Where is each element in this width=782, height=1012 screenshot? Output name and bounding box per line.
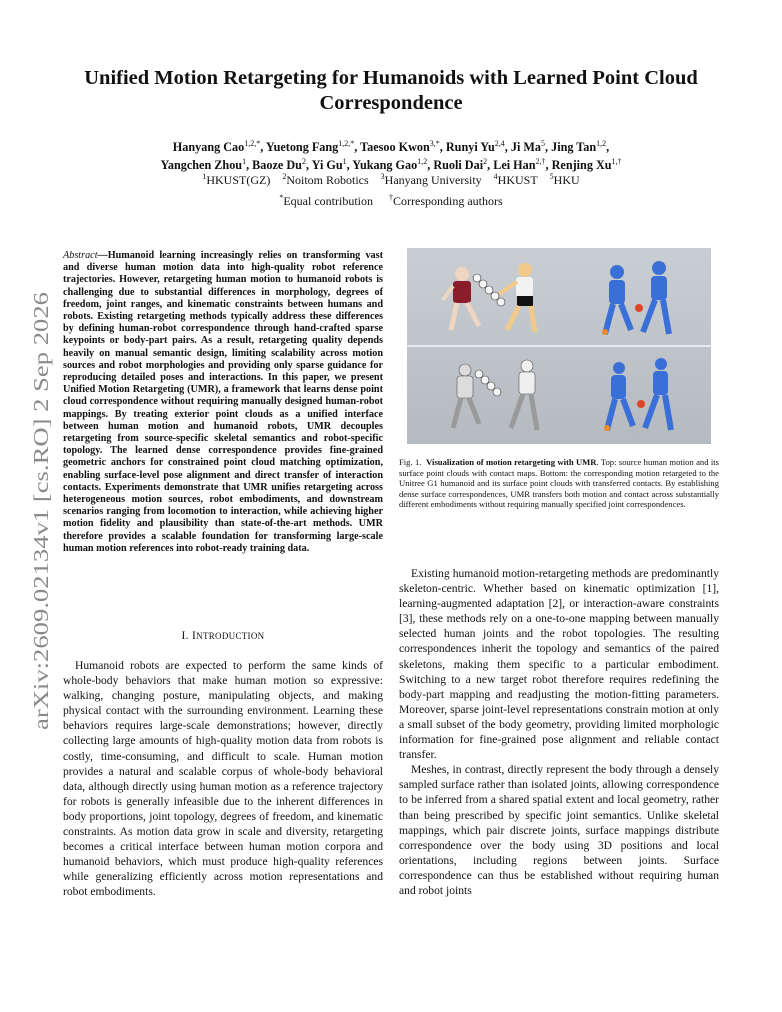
affiliation-name: Noitom Robotics [286, 173, 369, 187]
figure-1 [407, 248, 711, 444]
author-name: Ruoli Dai [433, 158, 484, 173]
contribution-note [279, 194, 373, 208]
contribution-marker: * [279, 193, 284, 202]
arxiv-stamp-text: arXiv:2609.02134v1 [cs.RO] 2 Sep 2026 [29, 384, 53, 730]
author-affiliation-marker: 1,2,* [244, 139, 261, 148]
section-heading-rest: NTRODUCTION [196, 631, 265, 641]
author-name: Yuetong Fang [265, 140, 339, 155]
author-affiliation-marker: 5 [541, 139, 545, 148]
affiliation-marker: 4 [493, 172, 498, 181]
author-affiliation-marker: 2,4 [494, 139, 505, 148]
affiliations [60, 172, 722, 188]
affiliation-marker: 3 [380, 172, 385, 181]
affiliation [381, 173, 482, 187]
author-affiliation-marker: 2 [483, 157, 488, 166]
affiliation [202, 173, 270, 187]
author-name: Lei Han [493, 158, 536, 173]
affiliation-name: HKUST [497, 173, 538, 187]
right-paragraph-1: Existing humanoid motion-retargeting methods are predominantly skeleton-centric. Whether based on kinematic optimization [1], learning-augmented adaptation [2], or interaction-aware constraints [3], these methods rely on a one-to-one mapping between manually selected human joints and the robot topologies. The resulting correspondences inherit the topology and semantics of the paired skeletons, making them specific to a particular embodiment. Switching to a new target robot therefore requires redefining the body-part mapping and readjusting the motion-fitting parameters. Moreover, sparse joint-level representations constrain motion at only a small subset of the body geometry, providing limited morphologic information for fine-grained pose alignment and reliable contact transfer. [399, 567, 719, 762]
section-heading-introduction [63, 630, 383, 642]
affiliation-marker: 1 [202, 172, 207, 181]
author-name: Taesoo Kwon [360, 140, 430, 155]
affiliation [282, 173, 368, 187]
right-paragraph-2: Meshes, in contrast, directly represent the body through a densely sampled surface rather than isolated joints, allowing correspondence to be inferred from a shared spatial extent and local geometry, rather than being prescribed by specific joint semantics. Unlike skeletal mappings, which pair discrete joints, surface mappings distribute correspondence over the body using 3D positions and local orientations, including regions between joints. Surface correspondence can thus be established without requiring human and robot joints [399, 763, 719, 897]
author-affiliation-marker: 2,† [535, 157, 546, 166]
arxiv-stamp [18, 290, 58, 730]
author-name: Yukang Gao [352, 158, 418, 173]
author-affiliation-marker: 1,† [611, 157, 622, 166]
intro-paragraph: Humanoid robots are expected to perform the same kinds of whole-body behaviors that make human motion so expressive: walking, changing posture, manipulating objects, and making physical contact with the surrounding environment. Learning these behaviors requires large-scale demonstrations; however, directly collecting large amounts of high-quality motion data from robots is costly, time-consuming, and difficult to scale. Human motion provides a natural and scalable corpus of whole-body behavioral data, although directly using human motion as a reference trajectory for robots is generally infeasible due to the inherent differences in body proportions, joint topology, degrees of freedom, and kinematic constraints. As motion data grow in scale and diversity, retargeting becomes a critical interface between human motion corpora and humanoid behaviors, which must produce high-quality references while generalizing efficiently across motion representations and robot embodiments. [63, 659, 383, 899]
section-heading-initial: I [192, 630, 197, 642]
contribution-text: Equal contribution [283, 194, 373, 208]
authors-line-2: Yangchen Zhou$^1$, Baoze Du$^2$, Yi Gu$^1$, Yukang Gao$^{1,2}$, Ruoli Dai$^2$, Lei Han$^{2,\dagger}$, Renjing $Xu^{1,\dagger}$ [160, 157, 622, 173]
author-affiliation-marker: 2 [301, 157, 306, 166]
author-affiliation-marker: 1,2,* [338, 139, 355, 148]
figure-1-image [407, 248, 711, 444]
author-name: Yangchen Zhou [160, 158, 243, 173]
author-affiliation-marker: 1 [342, 157, 347, 166]
section-numeral: I. [181, 630, 193, 642]
affiliation-name: HKU [553, 173, 580, 187]
abstract-label: Abstract [63, 250, 98, 261]
figure-caption-title: Visualization of motion retargeting with UMR [426, 457, 597, 467]
author-affiliation-marker: 1,2 [596, 139, 607, 148]
affiliation-marker: 5 [549, 172, 554, 181]
author-name: Ji Ma [510, 140, 541, 155]
affiliation-marker: 2 [282, 172, 287, 181]
authors-line-1: Hanyang Cao$^{1,2,*}$, Yuetong Fang$^{1,2,*}$, Taesoo Kwon$^{3,*}$, Runyi Yu$^{2,4}$, Ji Ma$^5$, Jing Tan$^{1,2}$, [172, 139, 610, 155]
abstract [63, 250, 383, 555]
figure-1-caption [399, 457, 719, 510]
affiliation [550, 173, 580, 187]
contribution-text: Corresponding authors [393, 194, 503, 208]
author-affiliation-marker: 1,2 [417, 157, 428, 166]
affiliation-name: Hanyang University [384, 173, 482, 187]
author-name: Jing Tan [551, 140, 597, 155]
paper-title: Unified Motion Retargeting for Humanoids with Learned Point Cloud Correspondence [84, 67, 698, 114]
contribution-marker: † [389, 193, 393, 202]
introduction-text [63, 658, 383, 900]
author-affiliation-marker: 1 [242, 157, 247, 166]
affiliation [494, 173, 538, 187]
author-affiliation-marker: 3,* [429, 139, 440, 148]
contribution-notes [60, 193, 722, 209]
right-column-text [399, 566, 719, 898]
author-name: Renjing Xu [551, 158, 612, 173]
author-name: Runyi Yu [445, 140, 495, 155]
author-name: Yi Gu [311, 158, 343, 173]
author-name: Hanyang Cao [172, 140, 245, 155]
contribution-note [389, 194, 503, 208]
affiliation-name: HKUST(GZ) [206, 173, 271, 187]
figure-caption-label: Fig. 1. [399, 457, 422, 467]
abstract-text: —Humanoid learning increasingly relies on transforming vast and diverse human motion data into high-quality robot reference trajectories. However, retargeting human motion to humanoid robots is challenging due to substantial differences in morphology, degrees of freedom, joint ranges, and kinematic constraints between humans and robots. Existing retargeting methods typically address these differences by defining human-robot correspondence through hand-crafted sparse keypoints or body-part pairs. As a result, retargeting quality depends heavily on manual semantic design, limiting scalability across motion sources and robot morphologies and providing only sparse guidance for reproducing detailed poses and interactions. In this paper, we present Unified Motion Retargeting (UMR), a framework that learns dense point cloud correspondence without requiring manually designed human-robot mappings. By treating exterior point clouds as a unified interface between human motion and humanoid robots, UMR decouples retargeting from source-specific skeletal semantics and robot-specific topology. The learned dense correspondence provides fine-grained geometric anchors for constrained point cloud matching optimization, enabling surface-level pose alignment and direct transfer of interaction contacts. Experiments demonstrate that UMR unifies retargeting across heterogeneous motion sources, robot embodiments, and downstream scenarios ranging from locomotion to interaction, while achieving higher motion fidelity and plausibility than state-of-the-art methods. UMR therefore provides a scalable foundation for transforming large-scale human motion references into robot-ready training data. [63, 250, 383, 554]
author-name: Baoze Du [252, 158, 302, 173]
figure-caption-text: . Top: source human motion and its surface point clouds with contact maps. Bottom: the corresponding motion retargeted to the Unitree G1 humanoid and its surface point clouds with transferred contacts. By establishing dense surface correspondences, UMR transfers both motion and contact across substantially different embodiments without requiring manually specified joint correspondences. [399, 457, 720, 509]
